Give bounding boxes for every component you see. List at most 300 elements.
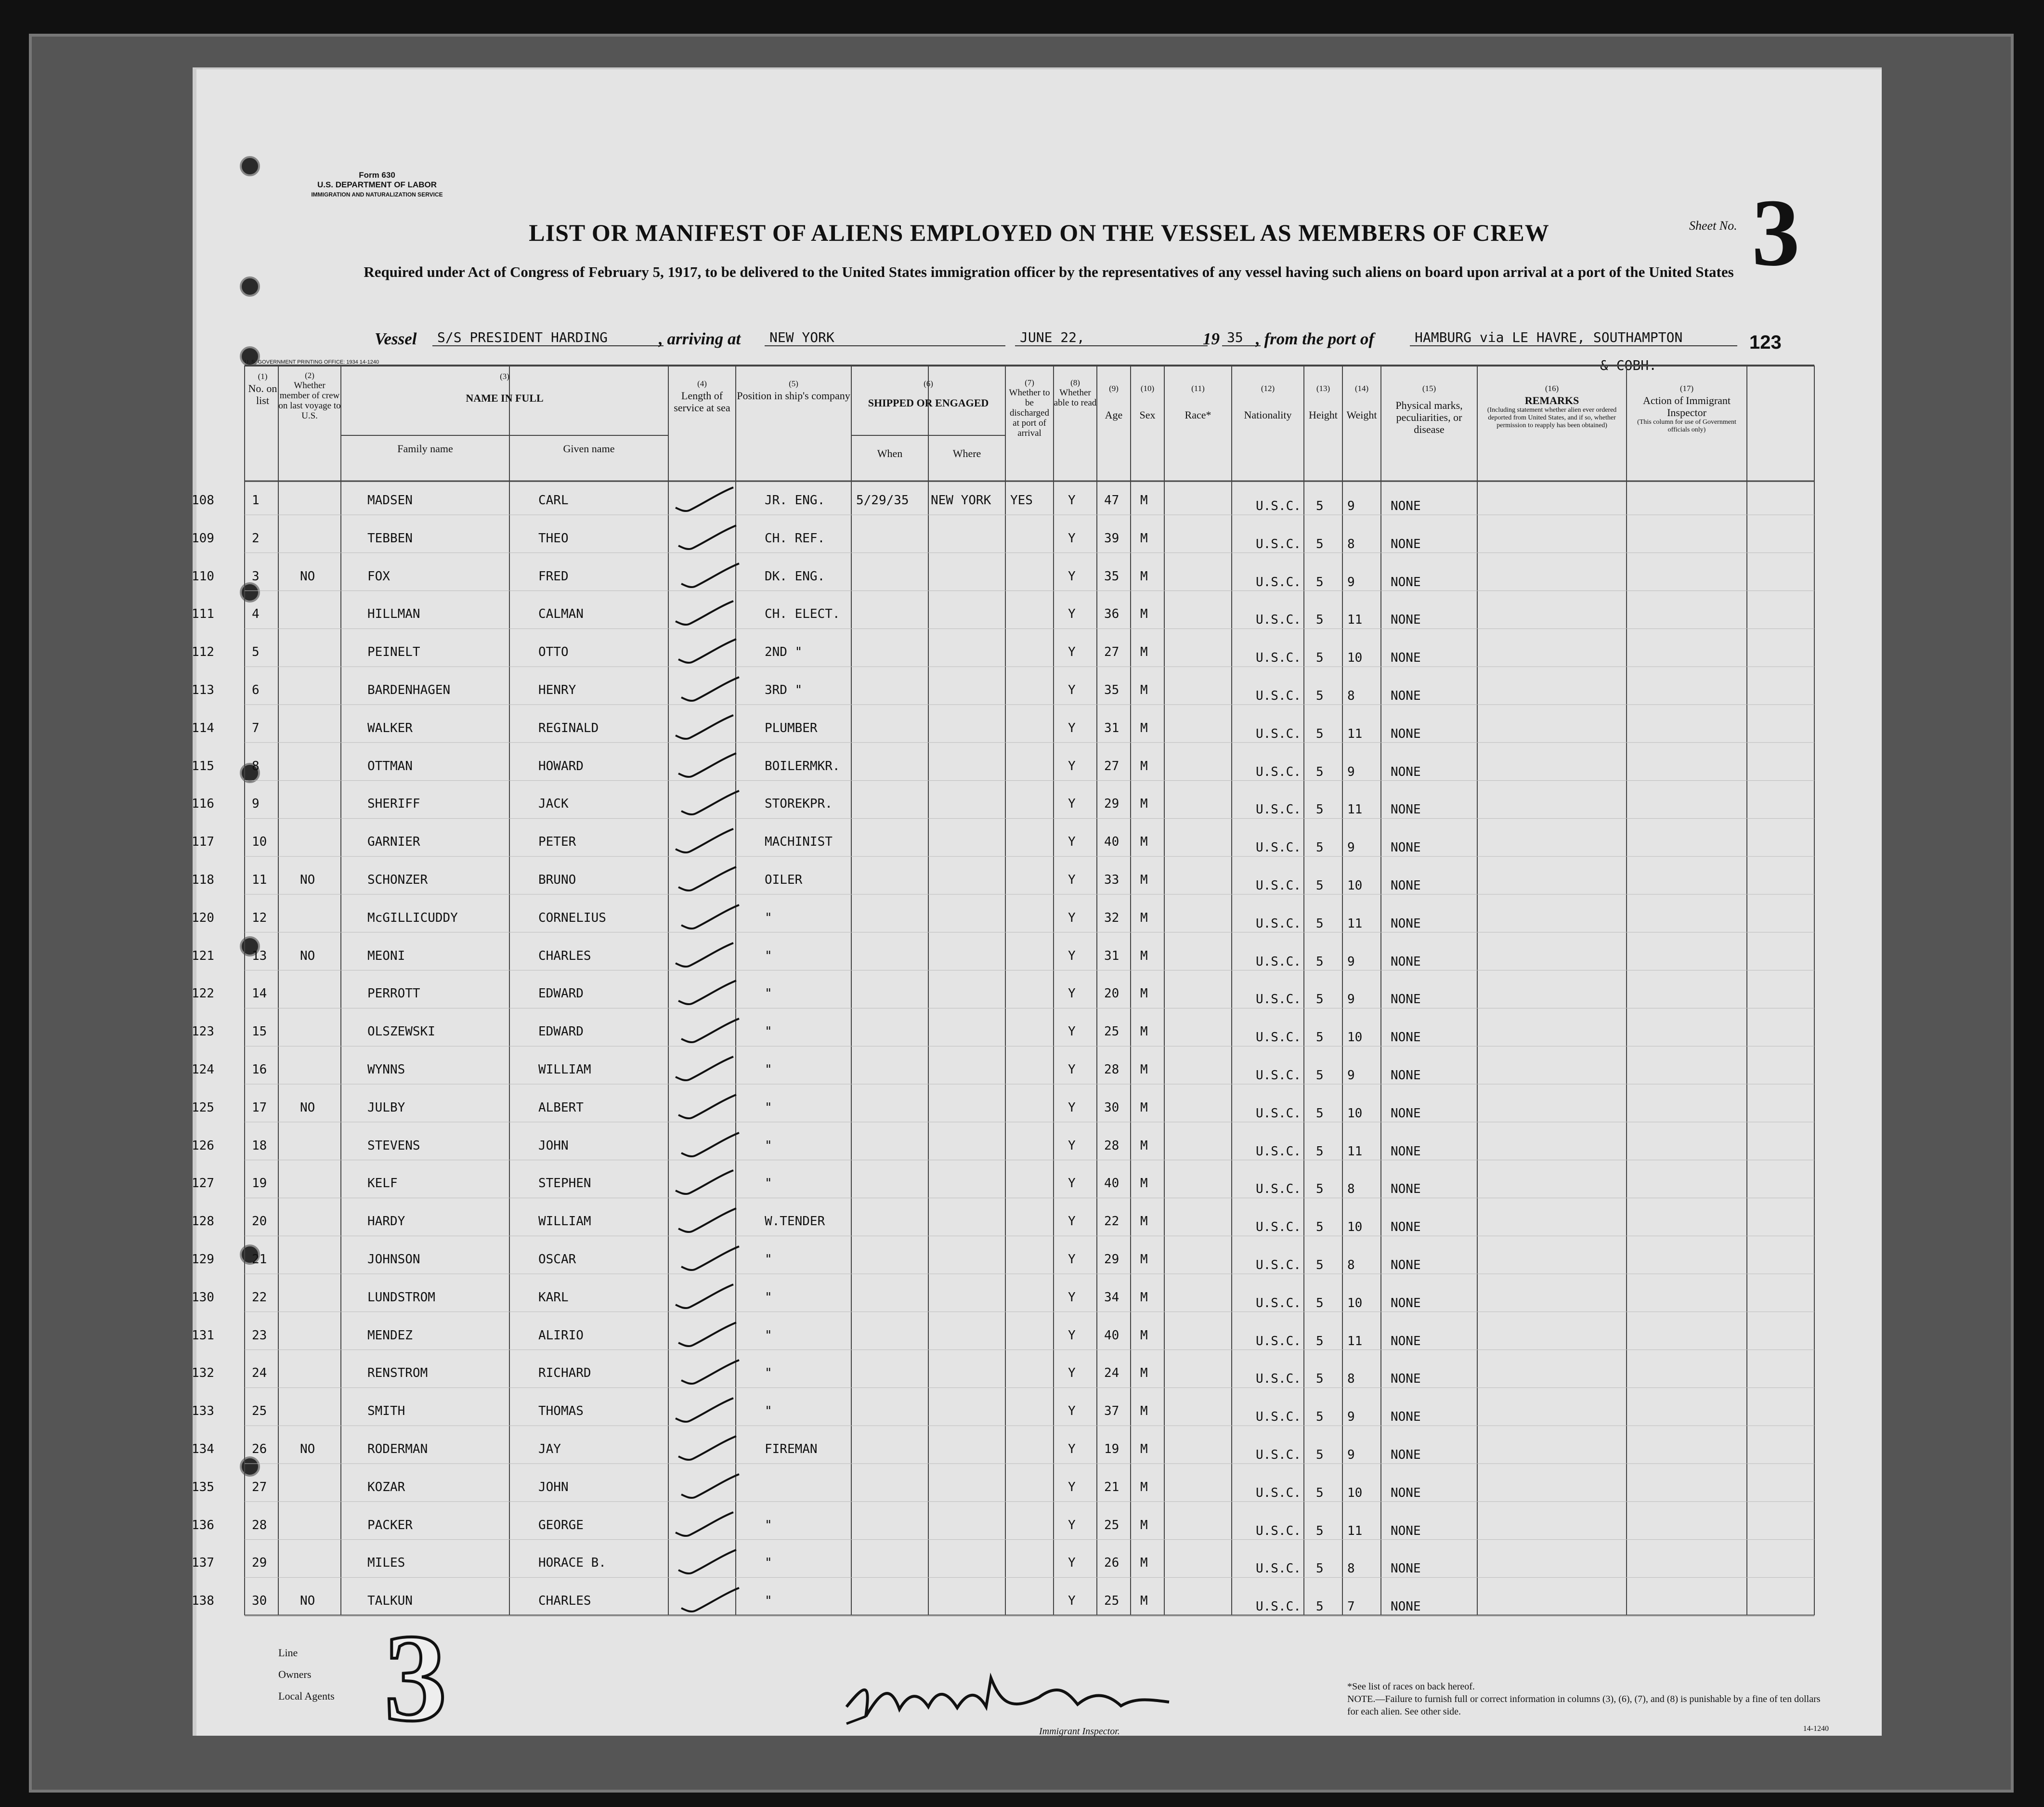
- height: 5: [1316, 1068, 1324, 1083]
- nationality: U.S.C.: [1256, 878, 1301, 893]
- position: ": [765, 1404, 772, 1419]
- row-number: 1: [252, 493, 260, 508]
- col5-header: (5) Position in ship's company: [737, 379, 850, 402]
- family-name: LUNDSTROM: [367, 1290, 435, 1305]
- form-service: IMMIGRATION AND NATURALIZATION SERVICE: [311, 191, 443, 198]
- check-mark-icon: [671, 1053, 738, 1087]
- sex: M: [1140, 645, 1148, 660]
- weight: 11: [1347, 1144, 1363, 1159]
- physical-marks: NONE: [1391, 1523, 1421, 1538]
- sex: M: [1140, 1138, 1148, 1153]
- row-stamp-number: 130: [192, 1290, 214, 1305]
- row-stamp-number: 125: [192, 1100, 214, 1115]
- height: 5: [1316, 575, 1324, 589]
- check-mark-icon: [671, 939, 738, 973]
- able-to-read: Y: [1068, 910, 1076, 925]
- sex: M: [1140, 1290, 1148, 1305]
- able-to-read: Y: [1068, 1480, 1076, 1494]
- family-name: TALKUN: [367, 1594, 413, 1609]
- weight: 11: [1347, 726, 1363, 741]
- physical-marks: NONE: [1391, 1106, 1421, 1121]
- check-mark-icon: [671, 597, 738, 631]
- able-to-read: Y: [1068, 797, 1076, 812]
- age: 40: [1104, 1328, 1120, 1343]
- able-to-read: Y: [1068, 1062, 1076, 1077]
- row-number: 20: [252, 1214, 267, 1229]
- col17-header: (17) Action of Immigrant Inspector (This column for use of Government officials only): [1637, 384, 1736, 433]
- family-name: GARNIER: [367, 835, 420, 850]
- departure-port-continued: & COBH.: [1600, 357, 1657, 373]
- family-name: KOZAR: [367, 1480, 405, 1494]
- able-to-read: Y: [1068, 948, 1076, 963]
- given-name: HOWARD: [538, 759, 584, 773]
- position: ": [765, 1366, 772, 1381]
- sheet-label: Sheet No.: [1689, 219, 1737, 233]
- physical-marks: NONE: [1391, 651, 1421, 666]
- given-name: BRUNO: [538, 873, 576, 887]
- weight: 9: [1347, 499, 1355, 513]
- row-number: 23: [252, 1328, 267, 1343]
- sex: M: [1140, 1100, 1148, 1115]
- given-name: STEPHEN: [538, 1176, 591, 1191]
- check-mark-icon: [677, 1129, 744, 1163]
- nationality: U.S.C.: [1256, 954, 1301, 969]
- owners-label: Owners: [278, 1668, 312, 1680]
- given-name: JOHN: [538, 1480, 569, 1494]
- document-subtitle: Required under Act of Congress of February 5, 1917, to be delivered to the United States immigration officer by the representatives of any vessel having such aliens on board upon arrival at a port of the United States: [364, 263, 1734, 280]
- col9-header: (9) Age: [1105, 384, 1123, 421]
- check-mark-icon: [674, 977, 741, 1010]
- nationality: U.S.C.: [1256, 499, 1301, 513]
- weight: 9: [1347, 764, 1355, 779]
- given-name: ALIRIO: [538, 1328, 584, 1343]
- row-stamp-number: 111: [192, 607, 214, 622]
- family-name: SMITH: [367, 1404, 405, 1419]
- position: ": [765, 1024, 772, 1039]
- weight: 10: [1347, 878, 1363, 893]
- row-stamp-number: 135: [192, 1480, 214, 1494]
- able-to-read: Y: [1068, 1328, 1076, 1343]
- physical-marks: NONE: [1391, 764, 1421, 779]
- nationality: U.S.C.: [1256, 992, 1301, 1007]
- row-stamp-number: 128: [192, 1214, 214, 1229]
- position: W.TENDER: [765, 1214, 825, 1229]
- given-name: EDWARD: [538, 1024, 584, 1039]
- given-name: KARL: [538, 1290, 569, 1305]
- weight: 8: [1347, 1561, 1355, 1576]
- family-name: MILES: [367, 1556, 405, 1571]
- row-number: 8: [252, 759, 260, 773]
- able-to-read: Y: [1068, 569, 1076, 584]
- nationality: U.S.C.: [1256, 1561, 1301, 1576]
- arriving-label: , arriving at: [659, 329, 741, 348]
- previous-voyage: NO: [300, 873, 315, 887]
- sex: M: [1140, 531, 1148, 546]
- position: FIREMAN: [765, 1442, 818, 1456]
- row-number: 28: [252, 1518, 267, 1532]
- arrival-date: JUNE 22,: [1015, 329, 1208, 346]
- height: 5: [1316, 802, 1324, 817]
- row-stamp-number: 118: [192, 873, 214, 887]
- age: 31: [1104, 948, 1120, 963]
- row-stamp-number: 115: [192, 759, 214, 773]
- able-to-read: Y: [1068, 1176, 1076, 1191]
- form-department: U.S. DEPARTMENT OF LABOR: [317, 180, 437, 189]
- physical-marks: NONE: [1391, 992, 1421, 1007]
- able-to-read: Y: [1068, 873, 1076, 887]
- height: 5: [1316, 1106, 1324, 1121]
- sex: M: [1140, 835, 1148, 850]
- physical-marks: NONE: [1391, 1410, 1421, 1425]
- able-to-read: Y: [1068, 1556, 1076, 1571]
- position: ": [765, 986, 772, 1001]
- weight: 8: [1347, 1258, 1355, 1272]
- row-number: 27: [252, 1480, 267, 1494]
- row-number: 19: [252, 1176, 267, 1191]
- age: 30: [1104, 1100, 1120, 1115]
- check-mark-icon: [674, 1546, 741, 1580]
- row-stamp-number: 108: [192, 493, 214, 508]
- weight: 8: [1347, 1372, 1355, 1387]
- height: 5: [1316, 726, 1324, 741]
- row-number: 26: [252, 1442, 267, 1456]
- given-name: GEORGE: [538, 1518, 584, 1532]
- family-name: MADSEN: [367, 493, 413, 508]
- sex: M: [1140, 910, 1148, 925]
- check-mark-icon: [674, 1432, 741, 1466]
- able-to-read: Y: [1068, 645, 1076, 660]
- col4-header: (4) Length of service at sea: [674, 379, 730, 414]
- age: 27: [1104, 645, 1120, 660]
- check-mark-icon: [674, 863, 741, 897]
- check-mark-icon: [674, 749, 741, 783]
- physical-marks: NONE: [1391, 1182, 1421, 1197]
- sex: M: [1140, 1404, 1148, 1419]
- discharged: YES: [1010, 493, 1033, 508]
- able-to-read: Y: [1068, 759, 1076, 773]
- age: 22: [1104, 1214, 1120, 1229]
- physical-marks: NONE: [1391, 726, 1421, 741]
- sex: M: [1140, 1214, 1148, 1229]
- row-number: 9: [252, 797, 260, 812]
- age: 33: [1104, 873, 1120, 887]
- height: 5: [1316, 613, 1324, 628]
- given-name: CARL: [538, 493, 569, 508]
- given-name: CALMAN: [538, 607, 584, 622]
- family-name: STEVENS: [367, 1138, 420, 1153]
- height: 5: [1316, 916, 1324, 931]
- nationality: U.S.C.: [1256, 1182, 1301, 1197]
- physical-marks: NONE: [1391, 613, 1421, 628]
- check-mark-icon: [677, 787, 744, 821]
- given-name: EDWARD: [538, 986, 584, 1001]
- arrival-year: 35: [1222, 329, 1261, 346]
- able-to-read: Y: [1068, 1214, 1076, 1229]
- family-name: WYNNS: [367, 1062, 405, 1077]
- from-port-label: , from the port of: [1256, 329, 1374, 348]
- row-stamp-number: 138: [192, 1594, 214, 1609]
- given-name: THOMAS: [538, 1404, 584, 1419]
- given-name: THEO: [538, 531, 569, 546]
- col6-header: (6) SHIPPED OR ENGAGED: [868, 379, 989, 409]
- nationality: U.S.C.: [1256, 1448, 1301, 1462]
- family-name: HILLMAN: [367, 607, 420, 622]
- row-stamp-number: 110: [192, 569, 214, 584]
- row-stamp-number: 116: [192, 797, 214, 812]
- age: 21: [1104, 1480, 1120, 1494]
- physical-marks: NONE: [1391, 1448, 1421, 1462]
- position: ": [765, 948, 772, 963]
- able-to-read: Y: [1068, 1138, 1076, 1153]
- able-to-read: Y: [1068, 1366, 1076, 1381]
- family-name: KELF: [367, 1176, 398, 1191]
- sex: M: [1140, 1480, 1148, 1494]
- weight: 10: [1347, 1030, 1363, 1045]
- sex: M: [1140, 986, 1148, 1001]
- footer-notes: [1347, 1680, 1829, 1735]
- nationality: U.S.C.: [1256, 1372, 1301, 1387]
- able-to-read: Y: [1068, 986, 1076, 1001]
- race-note: *See list of races on back hereof.: [1347, 1681, 1475, 1692]
- check-mark-icon: [671, 711, 738, 745]
- able-to-read: Y: [1068, 531, 1076, 546]
- col12-header: (12) Nationality: [1244, 384, 1292, 421]
- sex: M: [1140, 1594, 1148, 1609]
- weight: 9: [1347, 1448, 1355, 1462]
- row-stamp-number: 123: [192, 1024, 214, 1039]
- nationality: U.S.C.: [1256, 575, 1301, 589]
- height: 5: [1316, 878, 1324, 893]
- col2-header: (2) Whether member of crew on last voyage to U.S.: [278, 371, 341, 421]
- position: ": [765, 1062, 772, 1077]
- physical-marks: NONE: [1391, 1372, 1421, 1387]
- able-to-read: Y: [1068, 493, 1076, 508]
- row-stamp-number: 121: [192, 948, 214, 963]
- position: STOREKPR.: [765, 797, 833, 812]
- weight: 11: [1347, 1334, 1363, 1349]
- sex: M: [1140, 1024, 1148, 1039]
- table-grid: [196, 69, 1882, 1736]
- check-mark-icon: [671, 1281, 738, 1314]
- nationality: U.S.C.: [1256, 726, 1301, 741]
- weight: 9: [1347, 840, 1355, 855]
- weight: 9: [1347, 954, 1355, 969]
- position: ": [765, 1518, 772, 1532]
- row-stamp-number: 129: [192, 1252, 214, 1267]
- able-to-read: Y: [1068, 835, 1076, 850]
- row-number: 11: [252, 873, 267, 887]
- physical-marks: NONE: [1391, 1561, 1421, 1576]
- age: 37: [1104, 1404, 1120, 1419]
- given-name: HORACE B.: [538, 1556, 606, 1571]
- row-number: 29: [252, 1556, 267, 1571]
- sex: M: [1140, 1442, 1148, 1456]
- sex: M: [1140, 1556, 1148, 1571]
- able-to-read: Y: [1068, 1518, 1076, 1532]
- able-to-read: Y: [1068, 1100, 1076, 1115]
- nationality: U.S.C.: [1256, 1296, 1301, 1310]
- family-name: JOHNSON: [367, 1252, 420, 1267]
- col13-header: (13) Height: [1309, 384, 1338, 421]
- height: 5: [1316, 537, 1324, 551]
- row-stamp-number: 134: [192, 1442, 214, 1456]
- nationality: U.S.C.: [1256, 1144, 1301, 1159]
- weight: 9: [1347, 992, 1355, 1007]
- departure-port: HAMBURG via LE HAVRE, SOUTHAMPTON: [1410, 329, 1737, 346]
- family-name: PERROTT: [367, 986, 420, 1001]
- row-number: 30: [252, 1594, 267, 1609]
- nationality: U.S.C.: [1256, 840, 1301, 855]
- row-stamp-number: 113: [192, 683, 214, 697]
- physical-marks: NONE: [1391, 1144, 1421, 1159]
- age: 20: [1104, 986, 1120, 1001]
- form-number: Form 630: [359, 170, 395, 180]
- row-number: 25: [252, 1404, 267, 1419]
- nationality: U.S.C.: [1256, 1485, 1301, 1500]
- weight: 10: [1347, 651, 1363, 666]
- row-number: 14: [252, 986, 267, 1001]
- given-name: RICHARD: [538, 1366, 591, 1381]
- physical-marks: NONE: [1391, 537, 1421, 551]
- height: 5: [1316, 840, 1324, 855]
- previous-voyage: NO: [300, 1594, 315, 1609]
- weight: 10: [1347, 1220, 1363, 1235]
- given-name-header: Given name: [563, 443, 615, 455]
- family-name: MENDEZ: [367, 1328, 413, 1343]
- position: 2ND ": [765, 645, 803, 660]
- sex: M: [1140, 683, 1148, 697]
- age: 26: [1104, 1556, 1120, 1571]
- sex: M: [1140, 1176, 1148, 1191]
- weight: 11: [1347, 613, 1363, 628]
- row-stamp-number: 112: [192, 645, 214, 660]
- weight: 8: [1347, 689, 1355, 703]
- weight: 9: [1347, 575, 1355, 589]
- sex: M: [1140, 1518, 1148, 1532]
- weight: 10: [1347, 1296, 1363, 1310]
- document-title: LIST OR MANIFEST OF ALIENS EMPLOYED ON THE VESSEL AS MEMBERS OF CREW: [529, 219, 1549, 246]
- height: 5: [1316, 1599, 1324, 1614]
- check-mark-icon: [674, 1205, 741, 1238]
- row-number: 7: [252, 720, 260, 735]
- weight: 9: [1347, 1068, 1355, 1083]
- family-name: RENSTROM: [367, 1366, 428, 1381]
- check-mark-icon: [674, 1319, 741, 1352]
- row-stamp-number: 117: [192, 835, 214, 850]
- physical-marks: NONE: [1391, 1296, 1421, 1310]
- nationality: U.S.C.: [1256, 1523, 1301, 1538]
- physical-marks: NONE: [1391, 1258, 1421, 1272]
- family-name: MEONI: [367, 948, 405, 963]
- age: 40: [1104, 835, 1120, 850]
- row-number: 24: [252, 1366, 267, 1381]
- sheet-number: 3: [1752, 180, 1800, 286]
- when-header: When: [877, 447, 903, 459]
- weight: 9: [1347, 1410, 1355, 1425]
- family-name: OLSZEWSKI: [367, 1024, 435, 1039]
- weight: 7: [1347, 1599, 1355, 1614]
- physical-marks: NONE: [1391, 1334, 1421, 1349]
- age: 29: [1104, 1252, 1120, 1267]
- penalty-note: NOTE.—Failure to furnish full or correct information in columns (3), (6), (7), and (8) is punishable by a fine of ten dollars for each alien. See other side.: [1347, 1694, 1821, 1717]
- physical-marks: NONE: [1391, 1068, 1421, 1083]
- nationality: U.S.C.: [1256, 613, 1301, 628]
- nationality: U.S.C.: [1256, 1030, 1301, 1045]
- height: 5: [1316, 1372, 1324, 1387]
- given-name: WILLIAM: [538, 1214, 591, 1229]
- previous-voyage: NO: [300, 1100, 315, 1115]
- manifest-page: [192, 67, 1882, 1747]
- position: CH. REF.: [765, 531, 825, 546]
- able-to-read: Y: [1068, 720, 1076, 735]
- row-number: 17: [252, 1100, 267, 1115]
- row-stamp-number: 109: [192, 531, 214, 546]
- height: 5: [1316, 954, 1324, 969]
- able-to-read: Y: [1068, 1252, 1076, 1267]
- row-number: 21: [252, 1252, 267, 1267]
- weight: 11: [1347, 802, 1363, 817]
- physical-marks: NONE: [1391, 1030, 1421, 1045]
- check-mark-icon: [677, 560, 744, 593]
- position: ": [765, 1176, 772, 1191]
- row-number: 5: [252, 645, 260, 660]
- vessel-name: S/S PRESIDENT HARDING: [432, 329, 664, 346]
- height: 5: [1316, 1144, 1324, 1159]
- able-to-read: Y: [1068, 607, 1076, 622]
- family-name: OTTMAN: [367, 759, 413, 773]
- nationality: U.S.C.: [1256, 1258, 1301, 1272]
- sex: M: [1140, 759, 1148, 773]
- position: ": [765, 1556, 772, 1571]
- age: 31: [1104, 720, 1120, 735]
- age: 19: [1104, 1442, 1120, 1456]
- row-number: 4: [252, 607, 260, 622]
- sex: M: [1140, 607, 1148, 622]
- weight: 10: [1347, 1485, 1363, 1500]
- previous-voyage: NO: [300, 948, 315, 963]
- nationality: U.S.C.: [1256, 1410, 1301, 1425]
- given-name: CORNELIUS: [538, 910, 606, 925]
- shipped-when: 5/29/35: [856, 493, 909, 508]
- line-label: Line: [278, 1647, 298, 1659]
- sex: M: [1140, 948, 1148, 963]
- position: JR. ENG.: [765, 493, 825, 508]
- age: 28: [1104, 1062, 1120, 1077]
- shipped-where: NEW YORK: [931, 493, 991, 508]
- position: ": [765, 1328, 772, 1343]
- check-mark-icon: [677, 1584, 744, 1618]
- height: 5: [1316, 1523, 1324, 1538]
- row-number: 15: [252, 1024, 267, 1039]
- row-stamp-number: 114: [192, 720, 214, 735]
- sex: M: [1140, 569, 1148, 584]
- age: 35: [1104, 683, 1120, 697]
- family-name: SHERIFF: [367, 797, 420, 812]
- sheet-stamp: 3: [384, 1609, 447, 1747]
- sex: M: [1140, 1328, 1148, 1343]
- age: 40: [1104, 1176, 1120, 1191]
- able-to-read: Y: [1068, 1290, 1076, 1305]
- age: 35: [1104, 569, 1120, 584]
- row-stamp-number: 131: [192, 1328, 214, 1343]
- previous-voyage: NO: [300, 569, 315, 584]
- check-mark-icon: [674, 1091, 741, 1125]
- weight: 11: [1347, 1523, 1363, 1538]
- age: 34: [1104, 1290, 1120, 1305]
- form-code: 14-1240: [1803, 1725, 1829, 1733]
- position: DK. ENG.: [765, 569, 825, 584]
- nationality: U.S.C.: [1256, 764, 1301, 779]
